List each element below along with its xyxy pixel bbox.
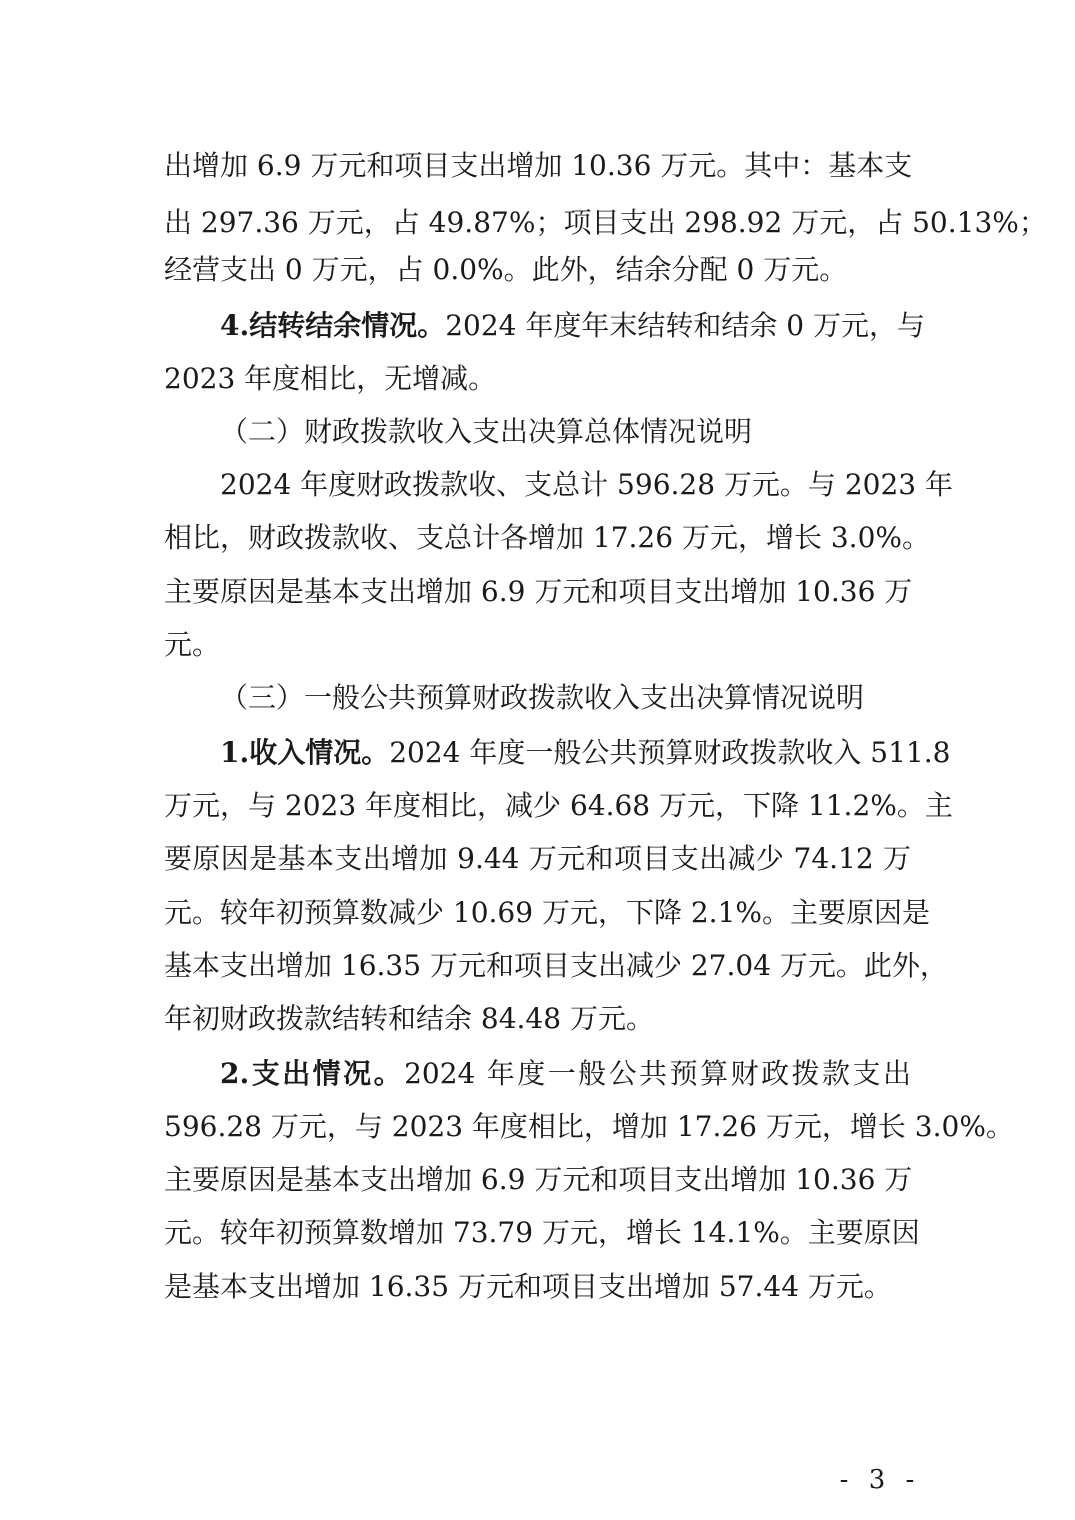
para2-line1 — [220, 306, 926, 346]
para5-heading: 2.支出情况。 — [220, 1057, 405, 1090]
para3-line2: 相比，财政拨款收、支总计各增加 17.26 万元，增长 3.0%。 — [164, 521, 930, 554]
para5-line1 — [220, 1054, 911, 1094]
section-title-3: （三）一般公共预算财政拨款收入支出决算情况说明 — [220, 681, 865, 714]
para2-line1-text: 2024 年度年末结转和结余 0 万元，与 — [445, 309, 926, 342]
para4-line1 — [220, 733, 951, 773]
para2-heading: 4.结转结余情况。 — [220, 309, 446, 342]
para5-line1-text: 2024 年度一般公共预算财政拨款支出 — [404, 1057, 911, 1090]
para5-line2: 596.28 万元，与 2023 年度相比，增加 17.26 万元，增长 3.0%。 — [164, 1110, 1014, 1143]
para5-line4: 元。较年初预算数增加 73.79 万元，增长 14.1%。主要原因 — [164, 1216, 920, 1249]
para3-line1: 2024 年度财政拨款收、支总计 596.28 万元。与 2023 年 — [220, 468, 953, 501]
para3-line3: 主要原因是基本支出增加 6.9 万元和项目支出增加 10.36 万 — [164, 575, 913, 608]
section-title-2: （二）财政拨款收入支出决算总体情况说明 — [220, 415, 753, 448]
para4-heading: 1.收入情况。 — [220, 736, 390, 769]
para1-line3: 经营支出 0 万元，占 0.0%。此外，结余分配 0 万元。 — [164, 253, 848, 286]
para1-line1: 出增加 6.9 万元和项目支出增加 10.36 万元。其中：基本支 — [164, 149, 913, 182]
para5-line5: 是基本支出增加 16.35 万元和项目支出增加 57.44 万元。 — [164, 1270, 892, 1303]
para1-line2: 出 297.36 万元，占 49.87%；项目支出 298.92 万元，占 50.13%； — [164, 206, 1047, 239]
para4-line5: 基本支出增加 16.35 万元和项目支出减少 27.04 万元。此外， — [164, 949, 948, 982]
para3-line4: 元。 — [164, 628, 221, 661]
para4-line1-text: 2024 年度一般公共预算财政拨款收入 511.8 — [389, 736, 951, 769]
para5-line3: 主要原因是基本支出增加 6.9 万元和项目支出增加 10.36 万 — [164, 1163, 913, 1196]
para4-line4: 元。较年初预算数减少 10.69 万元，下降 2.1%。主要原因是 — [164, 896, 930, 929]
page-number: - 3 - — [839, 1465, 921, 1495]
para4-line6: 年初财政拨款结转和结余 84.48 万元。 — [164, 1002, 654, 1035]
para2-line2: 2023 年度相比，无增减。 — [164, 362, 497, 395]
para4-line3: 要原因是基本支出增加 9.44 万元和项目支出减少 74.12 万 — [164, 842, 911, 875]
para4-line2: 万元，与 2023 年度相比，减少 64.68 万元，下降 11.2%。主 — [164, 789, 953, 822]
